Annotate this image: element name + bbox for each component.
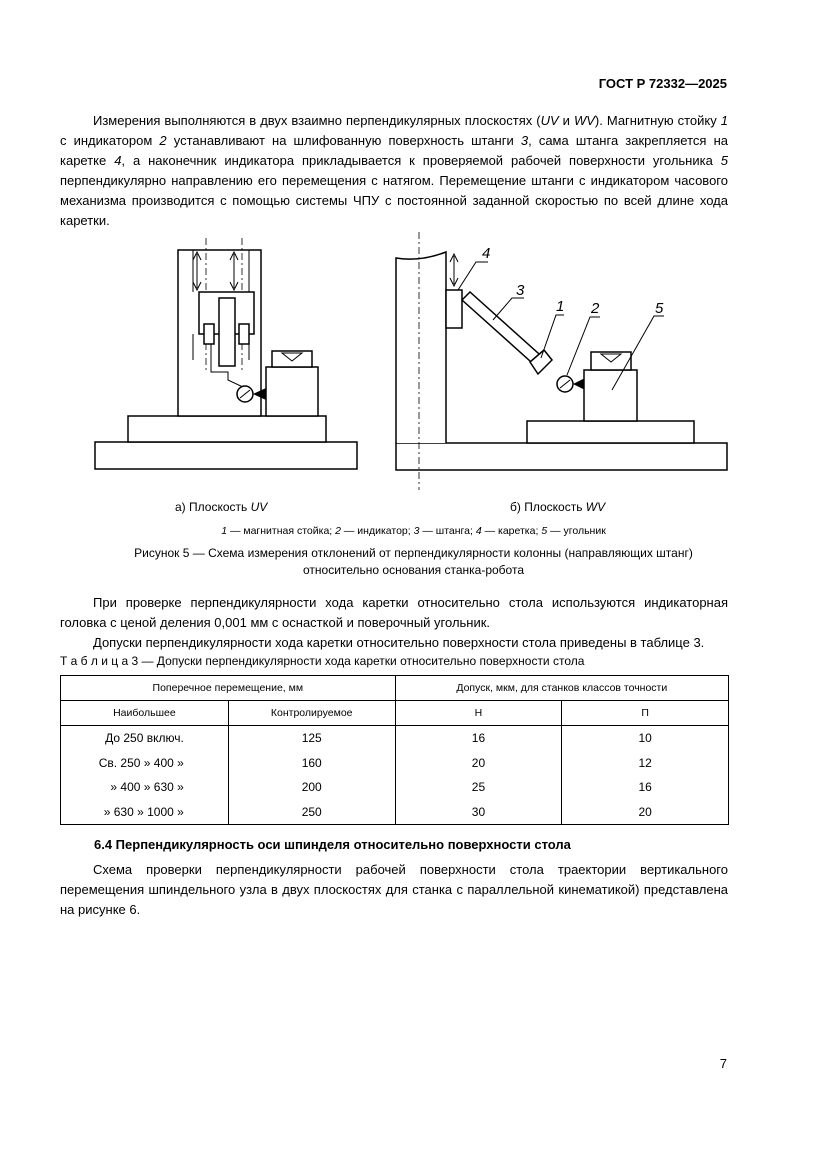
table-row: До 250 включ. 125 16 10 (61, 726, 729, 751)
intro-run: перпендикулярно направлению его перемещения с натягом. Перемещение штанги с индикатором часового механизма производится с помощью системы ЧПУ с постоянной заданной скоростью по всей длине хода каретки. (60, 173, 728, 228)
base-plate-uv (95, 442, 357, 469)
legend-run: — индикатор; (340, 525, 414, 537)
caption-b: б) Плоскость WV (510, 500, 606, 514)
intro-run: 1 (720, 113, 728, 128)
legend-run: — штанга; (419, 525, 476, 537)
head-h: Н (395, 701, 562, 726)
intro-run: 4 (114, 153, 122, 168)
table-caption (60, 654, 584, 668)
intro-run: с индикатором (60, 133, 160, 148)
callout-4: 4 (482, 245, 491, 262)
rod-uv (219, 298, 235, 366)
tolerance-table (60, 675, 729, 825)
para-2: При проверке перпендикулярности хода каретки относительно стола используются индикаторная головка с ценой деления 0,001 мм с оснасткой и поверочный угольник. (60, 595, 728, 630)
intro-run: 5 (720, 153, 728, 168)
intro-run: , а наконечник индикатора прикладывается к проверяемой рабочей поверхности угольника (121, 153, 721, 168)
section-paragraph (60, 860, 728, 920)
legend-run: 3 (413, 525, 420, 537)
callout-5: 5 (655, 300, 664, 317)
intro-run: 2 (159, 133, 167, 148)
column-wv (396, 252, 446, 443)
intro-run: UV (540, 113, 559, 128)
intro-run: WV (573, 113, 595, 128)
legend-run: — каретка; (481, 525, 542, 537)
legend-run: 4 (475, 525, 482, 537)
intro-run: , сама штанга закрепляется на каретке (60, 133, 728, 168)
view-uv (95, 238, 357, 469)
para-4: Схема проверки перпендикулярности рабочей поверхности стола траектории вертикального перемещения шпиндельного узла в двух плоскостях для станка с параллельной кинематикой) представлена на рисунке 6. (60, 862, 728, 917)
legend-run: — магнитная стойка; (227, 525, 336, 537)
figure-title-line1: Рисунок 5 — Схема измерения отклонений от перпендикулярности колонны (направляющих штанг) (134, 546, 693, 560)
head-ctrl: Контролируемое (228, 701, 395, 726)
table-wv (527, 421, 694, 443)
figure-legend (0, 525, 827, 537)
para-3: Допуски перпендикулярности хода каретки относительно поверхности стола приведены в таблице 3. (93, 635, 705, 650)
legend-run: — угольник (547, 525, 606, 537)
square-uv (266, 367, 318, 416)
caption-a: а) Плоскость UV (175, 500, 268, 514)
legend-run: 5 (541, 525, 548, 537)
head-travel: Поперечное перемещение, мм (61, 676, 396, 701)
table-label: Т а б л и ц а 3 (60, 654, 139, 668)
figure-title-line2: относительно основания станка-робота (303, 563, 524, 577)
head-p: П (562, 701, 729, 726)
legend-run: 1 (221, 525, 228, 537)
intro-run: устанавливают на шлифованную поверхность штанги (166, 133, 521, 148)
base-plate-wv (396, 443, 727, 470)
figure-5-drawing (0, 0, 827, 500)
callout-1: 1 (556, 298, 565, 315)
figure-title (0, 545, 827, 579)
legend-run: 2 (335, 525, 341, 537)
page-number: 7 (719, 1056, 727, 1071)
square-wv (584, 370, 637, 421)
table-row: » 400 » 630 » 200 25 16 (61, 775, 729, 800)
intro-run: ). Магнитную стойку (594, 113, 721, 128)
callout-3: 3 (516, 282, 525, 299)
body-paragraphs (60, 593, 728, 653)
table-title: — Допуски перпендикулярности хода каретки относительно поверхности стола (138, 654, 585, 668)
carriage-wv (446, 290, 462, 328)
table-row: Св. 250 » 400 » 160 20 12 (61, 751, 729, 776)
table-row: » 630 » 1000 » 250 30 20 (61, 800, 729, 825)
head-max: Наибольшее (61, 701, 229, 726)
intro-run: и (558, 113, 574, 128)
table-uv (128, 416, 326, 442)
section-heading: 6.4 Перпендикулярность оси шпинделя относительно поверхности стола (94, 837, 571, 852)
callout-2: 2 (591, 300, 600, 317)
view-wv (396, 232, 727, 490)
intro-run: 3 (520, 133, 529, 148)
head-tolerance: Допуск, мкм, для станков классов точности (395, 676, 728, 701)
intro-run: Измерения выполняются в двух взаимно перпендикулярных плоскостях ( (93, 113, 541, 128)
standard-code: ГОСТ Р 72332—2025 (598, 76, 727, 91)
